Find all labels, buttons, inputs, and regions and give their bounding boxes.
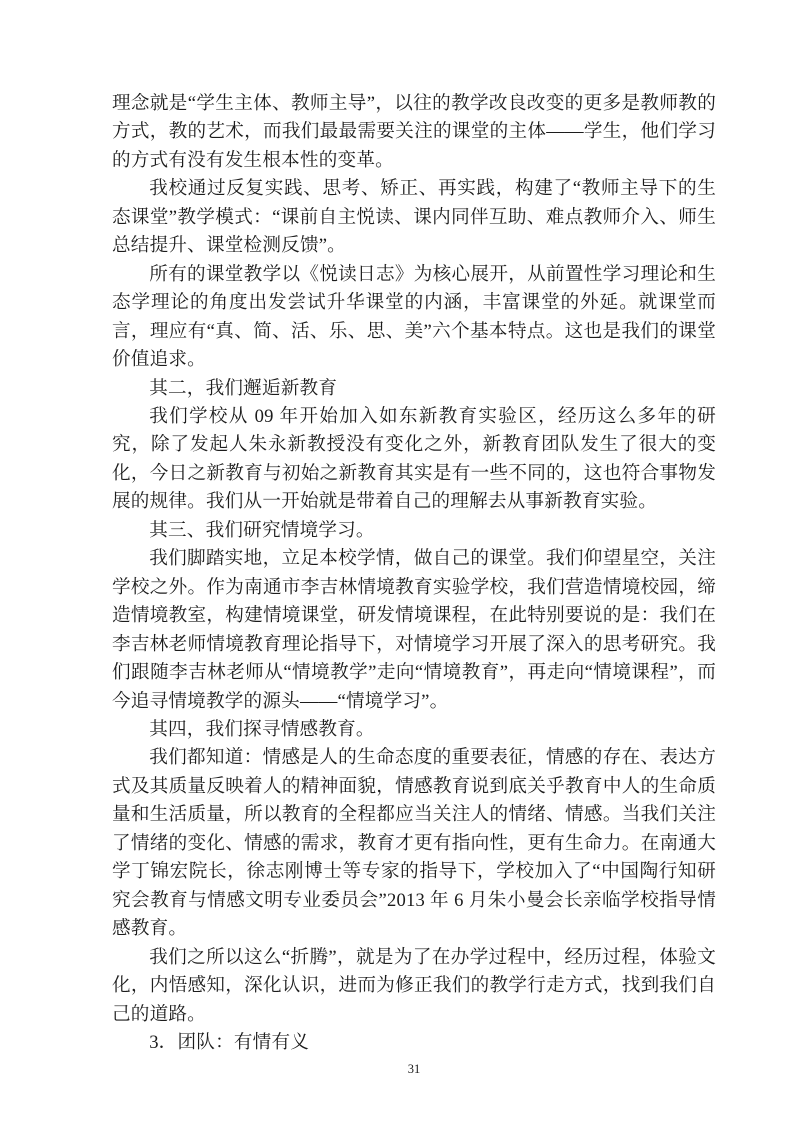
document-body (112, 90, 716, 1057)
paragraph: 所有的课堂教学以《悦读日志》为核心展开，从前置性学习理论和生态学理论的角度出发尝试升华课堂的内涵，丰富课堂的外延。就课堂而言，理应有“真、简、活、乐、思、美”六个基本特点。这也是我们的课堂价值追求。 (112, 263, 716, 371)
paragraph: 我们之所以这么“折腾”，就是为了在办学过程中，经历过程，体验文化，内悟感知，深化认识，进而为修正我们的教学行走方式，找到我们自己的道路。 (112, 946, 716, 1025)
page-number: 31 (407, 1062, 421, 1076)
paragraph: 我们都知道：情感是人的生命态度的重要表征，情感的存在、表达方式及其质量反映着人的精神面貌，情感教育说到底关乎教育中人的生命质量和生活质量，所以教育的全程都应当关注人的情绪、情感。当我们关注了情绪的变化、情感的需求，教育才更有指向性，更有生命力。在南通大学丁锦宏院长，徐志刚博士等专家的指导下，学校加入了“中国陶行知研究会教育与情感文明专业委员会”2013 年 6 月朱小曼会长亲临学校指导情感教育。 (112, 747, 716, 940)
paragraph: 我们脚踏实地，立足本校学情，做自己的课堂。我们仰望星空，关注学校之外。作为南通市李吉林情境教育实验学校，我们营造情境校园，缔造情境教室，构建情境课堂，研发情境课程，在此特别要说的是：我们在李吉林老师情境教育理论指导下，对情境学习开展了深入的思考研究。我们跟随李吉林老师从“情境教学”走向“情境教育”，再走向“情境课程”，而今追寻情境教学的源头——“情境学习”。 (112, 548, 716, 712)
paragraph: 理念就是“学生主体、教师主导”，以往的教学改良改变的更多是教师教的方式，教的艺术，而我们最最需要关注的课堂的主体——学生，他们学习的方式有没有发生根本性的变革。 (112, 93, 716, 171)
paragraph: 3．团队：有情有义 (149, 1031, 310, 1053)
paragraph: 其二，我们邂逅新教育 (149, 377, 338, 399)
paragraph: 我校通过反复实践、思考、矫正、再实践，构建了“教师主导下的生态课堂”教学模式：“课前自主悦读、课内同伴互助、难点教师介入、师生总结提升、课堂检测反馈”。 (112, 178, 716, 257)
paragraph: 其三、我们研究情境学习。 (149, 519, 375, 541)
paragraph: 我们学校从 09 年开始加入如东新教育实验区，经历这么多年的研究，除了发起人朱永新教授没有变化之外，新教育团队发生了很大的变化，今日之新教育与初始之新教育其实是有一些不同的，这也符合事物发展的规律。我们从一开始就是带着自己的理解去从事新教育实验。 (112, 405, 716, 513)
paragraph: 其四，我们探寻情感教育。 (149, 718, 375, 740)
